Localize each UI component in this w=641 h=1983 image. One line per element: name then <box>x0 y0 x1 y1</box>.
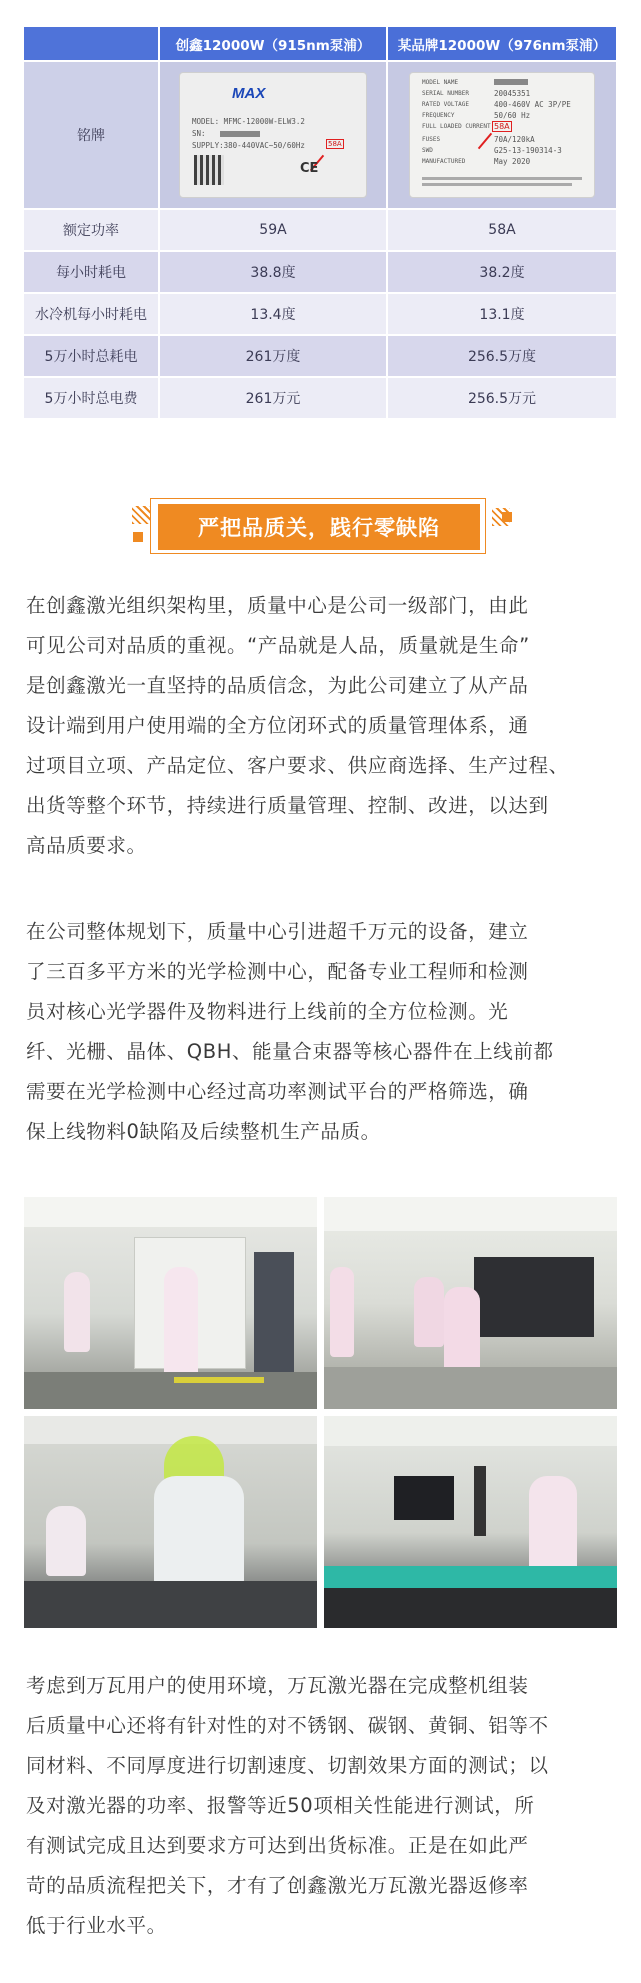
row-value-a: 59A <box>160 210 388 250</box>
text-line: 是创鑫激光一直坚持的品质信念，为此公司建立了从产品 <box>26 674 529 697</box>
table-row <box>24 252 616 294</box>
plate-sn: SN: <box>192 129 206 138</box>
stripe-decoration-icon <box>132 506 150 524</box>
nameplate-cell-b <box>388 62 616 208</box>
table-row-nameplate <box>24 62 616 210</box>
floor <box>24 1372 317 1409</box>
text-line: 有测试完成且达到要求方可达到出货标准。正是在如此严 <box>26 1834 529 1857</box>
microscope <box>474 1466 486 1536</box>
row-value-b: 38.2度 <box>388 252 616 292</box>
table-row <box>24 336 616 378</box>
table-row <box>24 294 616 336</box>
nameplate-cell-a <box>160 62 388 208</box>
section-title-banner <box>120 498 520 560</box>
table-header-competitor: 某品牌12000W（976nm泵浦） <box>388 27 616 60</box>
plate-b-line: FULL LOADED CURRENT <box>422 123 491 130</box>
text-line: 考虑到万瓦用户的使用环境，万瓦激光器在完成整机组装 <box>26 1674 529 1697</box>
lab-photo-2 <box>324 1197 617 1409</box>
plate-model: MODEL: MFMC-12000W-ELW3.2 <box>192 117 305 126</box>
red-arrow <box>478 133 492 150</box>
ceiling <box>324 1416 617 1446</box>
plate-b-value: G25-13-190314-3 <box>494 146 562 155</box>
worker-in-suit <box>444 1287 480 1377</box>
max-logo: MAX <box>232 85 266 102</box>
text-line: 在公司整体规划下，质量中心引进超千万元的设备，建立 <box>26 920 529 943</box>
plate-b-value: 50/60 Hz <box>494 111 531 120</box>
text-line: 低于行业水平。 <box>26 1914 167 1937</box>
nameplate-image-chuangxin <box>179 72 367 198</box>
worker-in-suit <box>330 1267 354 1357</box>
plate-b-line: MANUFACTURED <box>422 158 466 165</box>
text-line: 后质量中心还将有针对性的对不锈钢、碳钢、黄铜、铝等不 <box>26 1714 549 1737</box>
text-line: 苛的品质流程把关下，才有了创鑫激光万瓦激光器返修率 <box>26 1874 529 1897</box>
dark-equipment <box>474 1257 594 1337</box>
section-title: 严把品质关，践行零缺陷 <box>158 504 480 550</box>
plate-b-value: May 2020 <box>494 157 531 166</box>
floor <box>324 1588 617 1628</box>
ceiling <box>24 1416 317 1444</box>
ceiling <box>324 1197 617 1231</box>
ceiling <box>24 1197 317 1227</box>
green-workbench <box>324 1566 617 1588</box>
row-label: 5万小时总耗电 <box>24 336 160 376</box>
orange-square-icon <box>502 512 512 522</box>
lab-photo-4 <box>324 1416 617 1628</box>
text-line: 纤、光栅、晶体、QBH、能量合束器等核心器件在上线前都 <box>26 1040 554 1063</box>
worker-in-suit <box>64 1272 90 1352</box>
table-header-row <box>24 27 616 62</box>
plate-supply: SUPPLY:380-440VAC~50/60Hz <box>192 141 305 150</box>
table-header-empty <box>24 27 160 60</box>
plate-b-line: SERIAL NUMBER <box>422 90 469 97</box>
row-label: 5万小时总电费 <box>24 378 160 418</box>
row-value-a: 13.4度 <box>160 294 388 334</box>
text-line: 了三百多平方米的光学检测中心，配备专业工程师和检测 <box>26 960 529 983</box>
paragraph-1 <box>26 586 618 866</box>
plate-b-fineprint <box>422 183 572 186</box>
table-row <box>24 378 616 420</box>
workbench <box>24 1581 317 1628</box>
monitor <box>394 1476 454 1520</box>
row-label: 额定功率 <box>24 210 160 250</box>
plate-b-line: FUSES <box>422 136 441 143</box>
plate-b-line: FREQUENCY <box>422 112 455 119</box>
ce-mark: CE <box>300 161 319 176</box>
nameplate-image-competitor <box>409 72 595 198</box>
qr-code-icon <box>194 155 224 185</box>
worker-in-suit <box>154 1476 244 1586</box>
text-line: 在创鑫激光组织架构里，质量中心是公司一级部门，由此 <box>26 594 529 617</box>
row-value-b: 256.5万元 <box>388 378 616 418</box>
floor <box>324 1367 617 1409</box>
plate-b-line: RATED VOLTAGE <box>422 101 469 108</box>
plate-sn-blur <box>220 131 260 137</box>
text-line: 出货等整个环节，持续进行质量管理、控制、改进，以达到 <box>26 794 549 817</box>
plate-b-line: SWD <box>422 147 433 154</box>
row-value-b: 256.5万度 <box>388 336 616 376</box>
plate-b-value: 70A/120kA <box>494 135 535 144</box>
text-line: 过项目立项、产品定位、客户要求、供应商选择、生产过程、 <box>26 754 569 777</box>
text-line: 员对核心光学器件及物料进行上线前的全方位检测。光 <box>26 1000 509 1023</box>
comparison-table <box>24 27 616 420</box>
text-line: 及对激光器的功率、报警等近50项相关性能进行测试，所 <box>26 1794 535 1817</box>
lab-photo-3 <box>24 1416 317 1628</box>
plate-b-model-blur <box>494 79 528 85</box>
text-line: 需要在光学检测中心经过高功率测试平台的严格筛选，确 <box>26 1080 529 1103</box>
row-value-a: 38.8度 <box>160 252 388 292</box>
table-header-chuangxin: 创鑫12000W（915nm泵浦） <box>160 27 388 60</box>
plate-b-value: 20045351 <box>494 89 531 98</box>
row-value-b: 13.1度 <box>388 294 616 334</box>
plate-b-fineprint <box>422 177 582 180</box>
row-value-a: 261万度 <box>160 336 388 376</box>
text-line: 可见公司对品质的重视。“产品就是人品，质量就是生命” <box>26 634 530 657</box>
text-line: 高品质要求。 <box>26 834 147 857</box>
text-line: 保上线物料0缺陷及后续整机生产品质。 <box>26 1120 381 1143</box>
paragraph-2 <box>26 912 618 1152</box>
highlight-58a-box: 58A <box>328 140 342 148</box>
row-label: 每小时耗电 <box>24 252 160 292</box>
row-value-a: 261万元 <box>160 378 388 418</box>
text-line: 设计端到用户使用端的全方位闭环式的质量管理体系，通 <box>26 714 529 737</box>
worker-in-suit <box>164 1267 198 1377</box>
row-label: 水冷机每小时耗电 <box>24 294 160 334</box>
highlight-58a-box: 58A <box>494 122 510 131</box>
worker-in-suit <box>414 1277 444 1347</box>
worker-in-suit <box>46 1506 86 1576</box>
lab-photo-1 <box>24 1197 317 1409</box>
cable <box>174 1377 264 1383</box>
paragraph-3 <box>26 1666 618 1946</box>
table-row <box>24 210 616 252</box>
plate-b-line: MODEL NAME <box>422 79 459 86</box>
row-label: 铭牌 <box>24 62 160 208</box>
plate-b-value: 400-460V AC 3P/PE <box>494 100 571 109</box>
row-value-b: 58A <box>388 210 616 250</box>
orange-square-icon <box>133 532 143 542</box>
text-line: 同材料、不同厚度进行切割速度、切割效果方面的测试；以 <box>26 1754 549 1777</box>
machine-frame <box>254 1252 294 1372</box>
